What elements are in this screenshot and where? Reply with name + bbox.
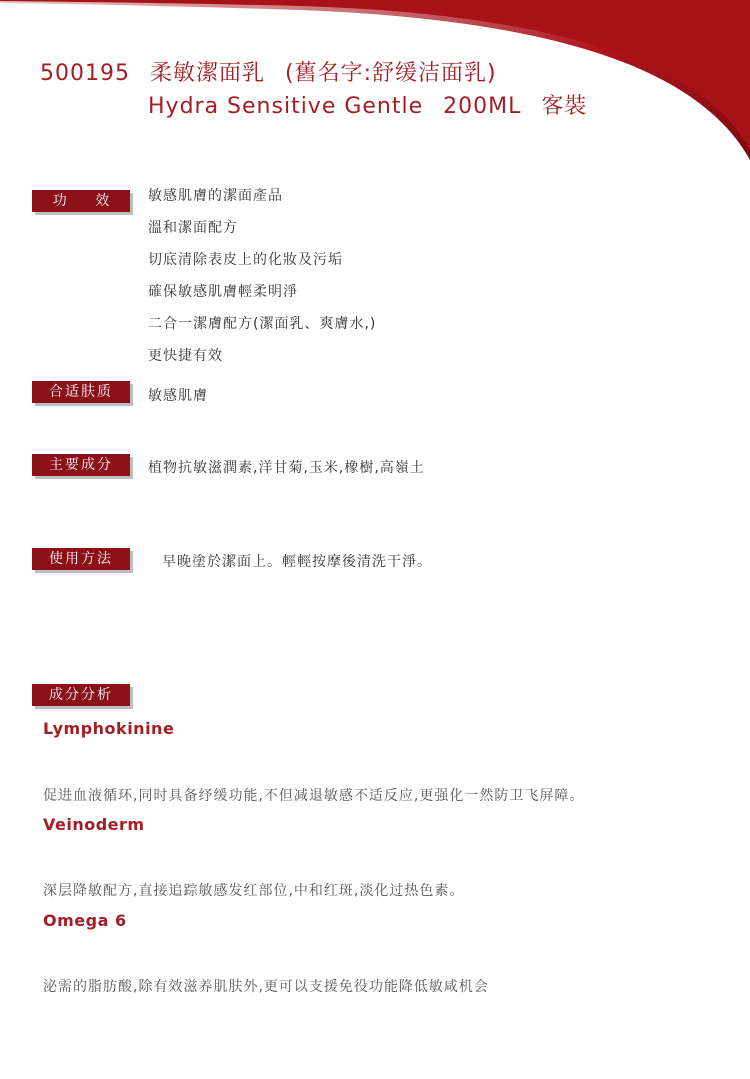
- ingredient-description: 促进血液循环,同时具备纾缓功能,不但减退敏感不适反应,更强化一然防卫飞屏障。: [43, 788, 585, 804]
- efficacy-line: 切底清除表皮上的化妝及污垢: [148, 252, 343, 268]
- usage-text: 早晚塗於潔面上。輕輕按摩後清洗干淨。: [162, 554, 432, 570]
- efficacy-line: 二合一潔膚配方(潔面乳、爽膚水,): [148, 316, 377, 332]
- product-old-name: (舊名字:舒缓洁面乳): [285, 61, 497, 86]
- skin-type-label: 合适肤质: [32, 381, 130, 403]
- ingredient-description: 深层降敏配方,直接追踪敏感发红部位,中和红斑,淡化过热色素。: [43, 883, 465, 899]
- product-volume: 200ML: [443, 94, 522, 119]
- product-title: [40, 56, 587, 120]
- efficacy-line: 確保敏感肌膚輕柔明淨: [148, 284, 298, 300]
- efficacy-line: 溫和潔面配方: [148, 220, 238, 236]
- ingredient-description: 泌需的脂肪酸,除有效滋养肌肤外,更可以支援免役功能降低敏咸机会: [43, 979, 489, 995]
- product-title-line2: [148, 89, 587, 120]
- ingredients-label: 主要成分: [32, 454, 130, 476]
- efficacy-label: 功 效: [32, 190, 130, 212]
- product-code: 500195: [40, 61, 130, 86]
- product-name-cn: 柔敏潔面乳: [149, 61, 265, 86]
- skin-type-text: 敏感肌膚: [148, 388, 208, 404]
- efficacy-line: 敏感肌膚的潔面產品: [148, 188, 283, 204]
- ingredients-text: 植物抗敏滋潤素,洋甘菊,玉米,橡樹,高嶺土: [148, 460, 425, 476]
- ingredient-name: Veinoderm: [43, 815, 145, 834]
- usage-label: 使用方法: [32, 548, 130, 570]
- product-name-en: Hydra Sensitive Gentle: [148, 94, 424, 119]
- efficacy-line: 更快捷有效: [148, 348, 223, 364]
- analysis-label: 成分分析: [32, 684, 130, 706]
- ingredient-name: Lymphokinine: [43, 719, 175, 738]
- product-type: 客裝: [541, 94, 588, 119]
- efficacy-list: [148, 186, 376, 378]
- ingredient-name: Omega 6: [43, 911, 127, 930]
